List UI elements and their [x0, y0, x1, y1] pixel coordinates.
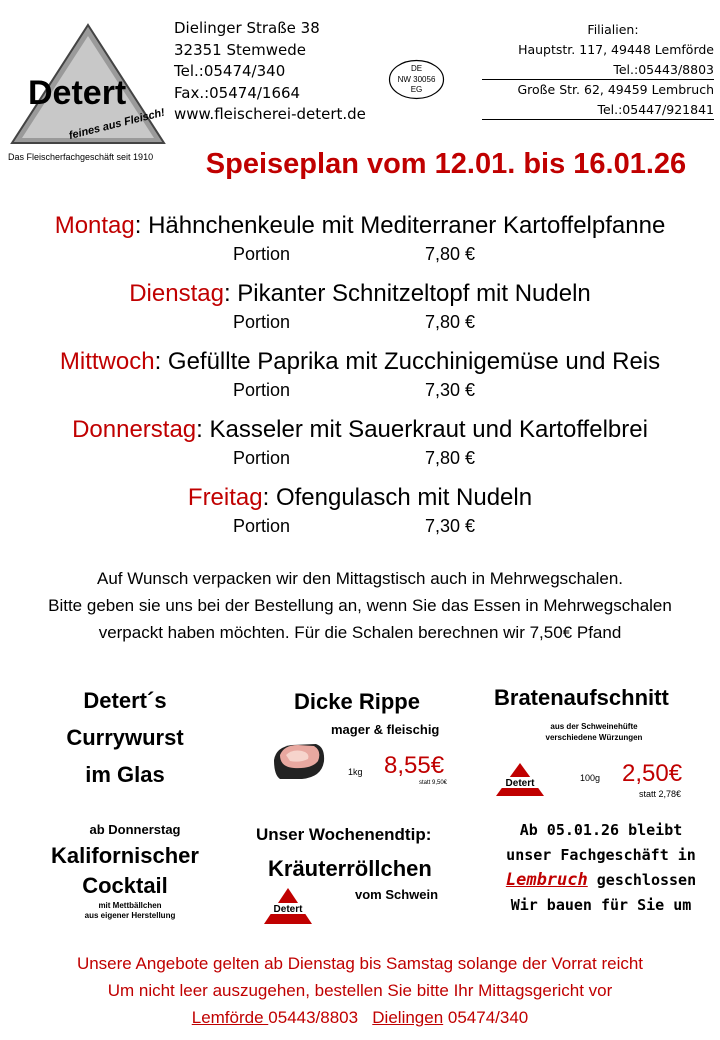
packaging-notice — [0, 565, 720, 646]
subtitle-line: aus eigener Herstellung — [84, 911, 176, 920]
price-row — [0, 244, 720, 276]
portion-price: 7,30 € — [425, 380, 476, 400]
promo-rippe-title: Dicke Rippe — [294, 689, 420, 714]
logo-wordmark: Detert — [28, 74, 127, 112]
seal-line-1: DE — [410, 64, 423, 73]
dish: : Kasseler mit Sauerkraut und Kartoffelbrei — [196, 416, 648, 443]
footer-line: Um nicht leer auszugehen, bestellen Sie bitte Ihr Mittagsgericht vor — [107, 981, 613, 1000]
day-name: Dienstag — [129, 280, 224, 307]
day-name: Montag — [54, 212, 135, 239]
address-city: 32351 Stemwede — [174, 40, 306, 59]
branches-block — [482, 20, 714, 120]
promo-kali-subtitle — [60, 901, 200, 921]
logo-subline: Das Fleischerfachgeschäft seit 1910 — [8, 152, 154, 162]
portion-label: Portion — [233, 516, 291, 536]
page-title: Speiseplan vom 12.01. bis 16.01.26 — [205, 148, 687, 180]
mini-logo-text: Detert — [273, 904, 303, 915]
promo-wochen-title: Unser Wochenendtip: — [256, 825, 432, 844]
subtitle-line: aus der Schweinehüfte — [550, 722, 638, 731]
mini-logo-text: Detert — [505, 778, 535, 789]
detert-logo — [8, 22, 168, 147]
portion-price: 7,80 € — [425, 312, 476, 332]
promo-braten-unit: 100g — [580, 773, 601, 783]
footer — [0, 950, 720, 1031]
phone: Tel.:05474/340 — [174, 62, 286, 80]
portion-label: Portion — [233, 380, 291, 400]
day-name: Mittwoch — [59, 348, 155, 375]
dish: : Hähnchenkeule mit Mediterraner Kartoffelpfanne — [134, 212, 666, 239]
logo-slogan: feines aus Fleisch! — [67, 106, 167, 143]
promo-line: im Glas — [85, 762, 165, 787]
price-row — [0, 448, 720, 480]
promo-rippe-unit: 1kg — [348, 767, 363, 777]
website-link[interactable]: www.fleischerei-detert.de — [174, 105, 366, 123]
branches-title: Filialien: — [587, 22, 639, 37]
branch-2-phone: Tel.:05447/921841 — [482, 100, 714, 120]
notice-line: verpackt haben möchten. Für die Schalen berechnen wir 7,50€ Pfand — [98, 623, 622, 642]
price-row — [0, 312, 720, 344]
portion-price: 7,80 € — [425, 244, 476, 264]
menu-day-mittwoch — [0, 344, 720, 380]
promo-currywurst — [40, 682, 210, 793]
portion-price: 7,30 € — [425, 516, 476, 536]
footer-location-dielingen: Dielingen — [372, 1008, 444, 1027]
closure-line: unser Fachgeschäft in — [506, 846, 696, 864]
portion-price: 7,80 € — [425, 448, 476, 468]
promo-kali-title — [35, 841, 215, 901]
portion-label: Portion — [233, 312, 291, 332]
promo-braten-title: Bratenaufschnitt — [494, 685, 669, 710]
seal-line-3: EG — [410, 85, 423, 94]
promo-line: Detert´s — [83, 688, 167, 713]
closure-line: Ab 05.01.26 bleibt — [519, 821, 683, 839]
meat-image — [272, 735, 326, 780]
notice-line: Auf Wunsch verpacken wir den Mittagstisch auch in Mehrwegschalen. — [97, 569, 623, 588]
title-line: Cocktail — [82, 873, 168, 898]
portion-label: Portion — [233, 448, 291, 468]
closure-notice — [488, 818, 714, 918]
promo-braten-subtitle — [494, 721, 694, 743]
footer-phone-lemfoerde: 05443/8803 — [268, 1008, 359, 1027]
promo-wochen-subtitle: vom Schwein — [355, 887, 439, 902]
promo-rippe-old-price: statt 9,50€ — [419, 780, 448, 786]
subtitle-line: mit Mettbällchen — [98, 901, 162, 910]
weekly-menu — [0, 208, 720, 548]
closure-line — [488, 868, 714, 893]
dish: : Gefüllte Paprika mit Zucchinigemüse und Reis — [154, 348, 661, 375]
promo-rippe-subtitle: mager & fleischig — [331, 722, 440, 737]
promo-line: Currywurst — [66, 725, 184, 750]
menu-day-donnerstag — [0, 412, 720, 448]
closure-rest: geschlossen — [587, 871, 697, 889]
closure-place: Lembruch — [505, 870, 588, 890]
branch-1-phone: Tel.:05443/8803 — [482, 60, 714, 80]
branch-2-address: Große Str. 62, 49459 Lembruch — [517, 82, 714, 97]
menu-day-freitag — [0, 480, 720, 516]
contact-block — [174, 18, 366, 126]
menu-day-dienstag — [0, 276, 720, 312]
branch-1-address: Hauptstr. 117, 49448 Lemförde — [518, 42, 714, 57]
promo-wochen-name: Kräuterröllchen — [268, 856, 432, 881]
title-line: Kalifornischer — [51, 843, 199, 868]
address-street: Dielinger Straße 38 — [174, 19, 320, 37]
seal-line-2: NW 30056 — [397, 75, 436, 84]
footer-phone-dielingen: 05474/340 — [443, 1008, 529, 1027]
promo-rippe-price: 8,55€ — [384, 752, 445, 779]
subtitle-line: verschiedene Würzungen — [545, 733, 643, 742]
footer-location-lemfoerde: Lemförde — [191, 1008, 269, 1027]
fax: Fax.:05474/1664 — [174, 83, 301, 102]
promo-braten-old-price: statt 2,78€ — [639, 789, 682, 799]
day-name: Freitag — [187, 484, 263, 511]
portion-label: Portion — [233, 244, 291, 264]
menu-day-montag — [0, 208, 720, 244]
closure-line: Wir bauen für Sie um — [510, 896, 692, 914]
dish: : Pikanter Schnitzeltopf mit Nudeln — [223, 280, 591, 307]
dish: : Ofengulasch mit Nudeln — [262, 484, 533, 511]
notice-line: Bitte geben sie uns bei der Bestellung an, wenn Sie das Essen in Mehrwegschalen — [48, 596, 672, 615]
eu-approval-seal — [388, 59, 445, 100]
day-name: Donnerstag — [72, 416, 197, 443]
footer-contacts — [0, 1004, 720, 1031]
promo-kali-pre: ab Donnerstag — [89, 822, 181, 837]
detert-mini-logo — [495, 762, 545, 797]
price-row — [0, 516, 720, 548]
footer-line: Unsere Angebote gelten ab Dienstag bis Samstag solange der Vorrat reicht — [76, 954, 644, 973]
promo-braten-price: 2,50€ — [622, 760, 683, 787]
detert-mini-logo — [263, 887, 313, 925]
price-row — [0, 380, 720, 412]
